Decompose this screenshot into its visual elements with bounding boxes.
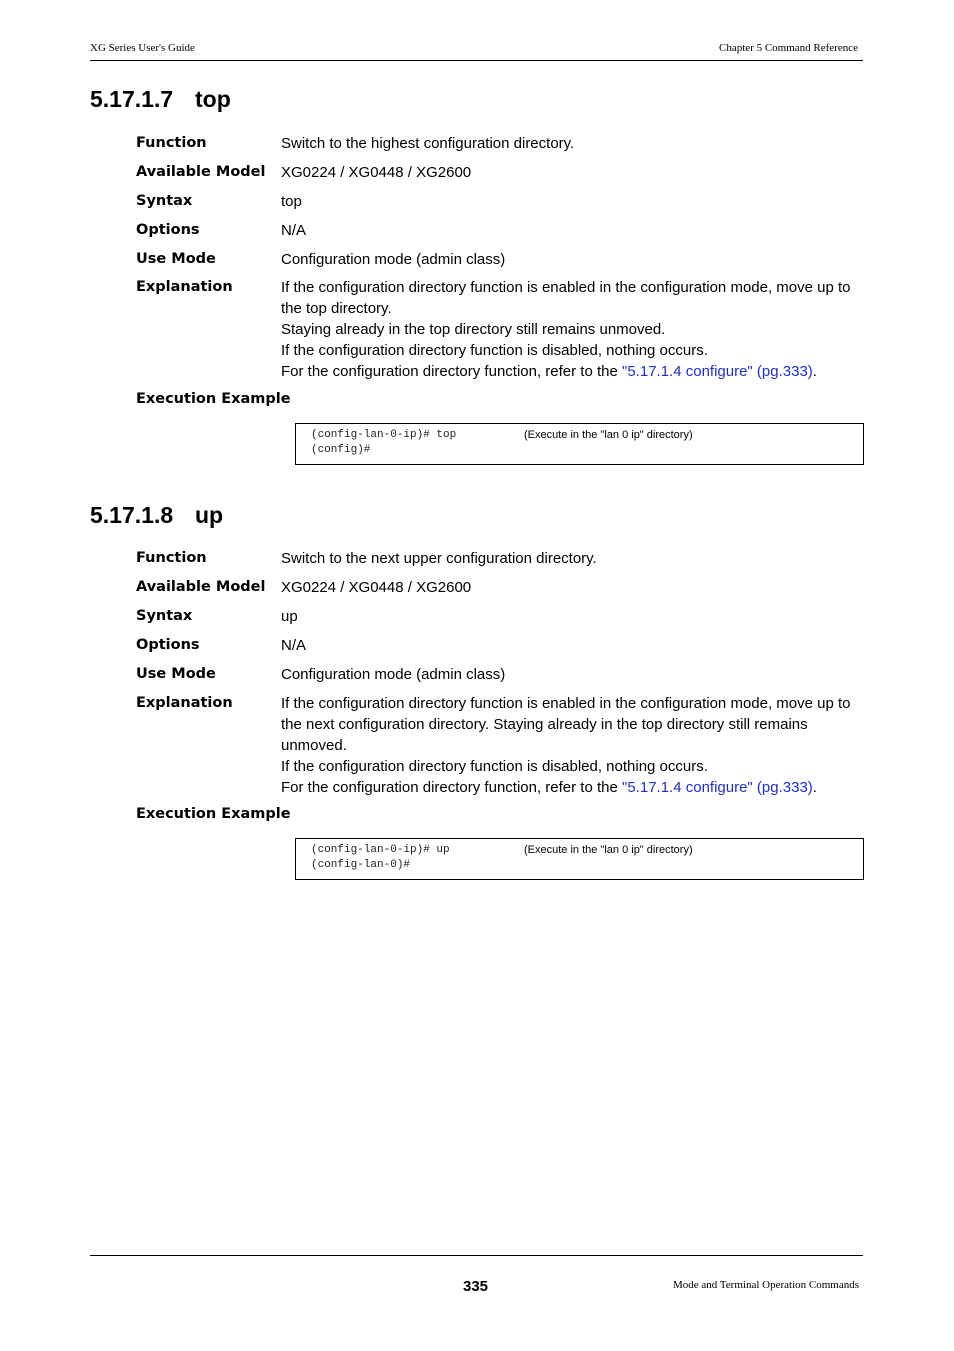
function-value: Switch to the next upper configuration directory.: [281, 550, 597, 567]
code-line: (config-lan-0-ip)# up: [311, 844, 450, 856]
section-name: up: [195, 502, 224, 528]
explanation-value: [281, 277, 851, 382]
section-title-up: [90, 502, 223, 529]
syntax-value: top: [281, 193, 302, 210]
syntax-label: Syntax: [136, 608, 193, 624]
usemode-value: Configuration mode (admin class): [281, 251, 506, 268]
explanation-line: unmoved.: [281, 737, 347, 754]
explanation-line: the next configuration directory. Staying already in the top directory still remains: [281, 716, 808, 733]
reference-prefix: For the configuration directory function, refer to the: [281, 779, 623, 796]
usemode-label: Use Mode: [136, 666, 216, 682]
code-block: [311, 843, 450, 872]
model-label: Available Model: [136, 164, 266, 180]
options-value: N/A: [281, 637, 307, 654]
section-name: top: [195, 86, 231, 112]
options-label: Options: [136, 637, 200, 653]
usemode-label: Use Mode: [136, 251, 216, 267]
explanation-line: the top directory.: [281, 300, 392, 317]
code-line: (config)#: [311, 443, 371, 456]
page-number: 335: [463, 1278, 489, 1295]
reference-suffix: .: [812, 779, 817, 796]
reference-prefix: For the configuration directory function, refer to the: [281, 363, 623, 380]
reference-line: [281, 777, 851, 798]
execution-example-label: Execution Example: [136, 806, 291, 822]
footer-section-title: Mode and Terminal Operation Commands: [673, 1279, 859, 1291]
explanation-line: If the configuration directory function is disabled, nothing occurs.: [281, 758, 708, 775]
code-example-box: [295, 423, 864, 465]
explanation-label: Explanation: [136, 695, 233, 711]
model-value: XG0224 / XG0448 / XG2600: [281, 164, 472, 181]
usemode-value: Configuration mode (admin class): [281, 666, 506, 683]
options-label: Options: [136, 222, 200, 238]
reference-line: [281, 361, 851, 382]
footer-divider: [90, 1255, 863, 1256]
configure-reference-link[interactable]: "5.17.1.4 configure" (pg.333): [622, 363, 813, 380]
header-chapter-title: Chapter 5 Command Reference: [719, 42, 858, 54]
function-label: Function: [136, 550, 207, 566]
syntax-label: Syntax: [136, 193, 193, 209]
explanation-value: [281, 693, 851, 798]
code-line: (config-lan-0)#: [311, 858, 411, 871]
explanation-label: Explanation: [136, 279, 233, 295]
explanation-line: Staying already in the top directory still remains unmoved.: [281, 321, 666, 338]
explanation-line: If the configuration directory function is enabled in the configuration mode, move up to: [281, 279, 851, 296]
options-value: N/A: [281, 222, 307, 239]
code-line: (config-lan-0-ip)# top: [311, 429, 457, 441]
model-label: Available Model: [136, 579, 266, 595]
syntax-value: up: [281, 608, 298, 625]
section-number: 5.17.1.8: [90, 502, 174, 528]
explanation-line: If the configuration directory function is disabled, nothing occurs.: [281, 342, 708, 359]
code-note: (Execute in the "lan 0 ip" directory): [524, 844, 693, 856]
explanation-line: If the configuration directory function is enabled in the configuration mode, move up to: [281, 695, 851, 712]
execution-example-label: Execution Example: [136, 391, 291, 407]
code-block: [311, 428, 456, 457]
code-example-box: [295, 838, 864, 880]
function-value: Switch to the highest configuration directory.: [281, 135, 575, 152]
function-label: Function: [136, 135, 207, 151]
reference-suffix: .: [812, 363, 817, 380]
configure-reference-link[interactable]: "5.17.1.4 configure" (pg.333): [622, 779, 813, 796]
section-title-top: [90, 86, 231, 113]
code-note: (Execute in the "lan 0 ip" directory): [524, 429, 693, 441]
model-value: XG0224 / XG0448 / XG2600: [281, 579, 472, 596]
header-guide-title: XG Series User's Guide: [90, 42, 195, 54]
page-header: [90, 41, 863, 61]
section-number: 5.17.1.7: [90, 86, 174, 112]
